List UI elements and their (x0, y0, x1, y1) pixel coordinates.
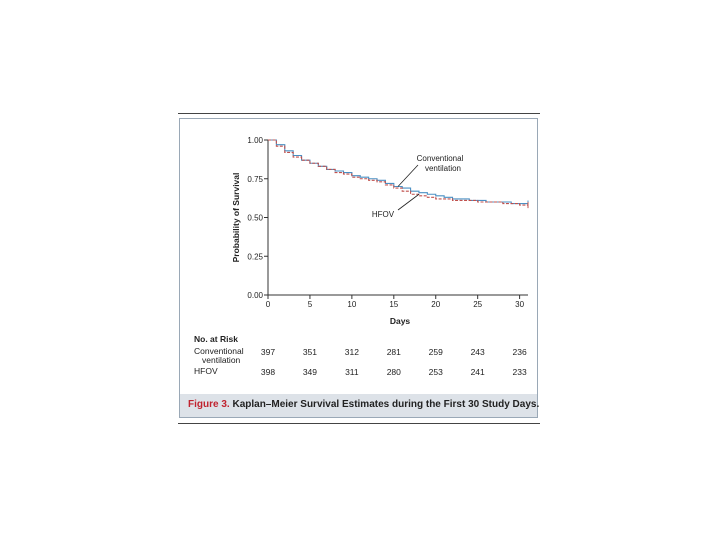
x-tick-label: 25 (473, 300, 483, 309)
x-tick-label: 0 (265, 300, 271, 309)
survival-curve-conventional (268, 140, 528, 204)
risk-row-label (194, 367, 264, 376)
risk-row-label-line2: ventilation (202, 355, 241, 365)
x-tick-label: 30 (515, 300, 525, 309)
risk-row-label-line1: Conventional (194, 346, 244, 356)
x-tick-label: 10 (347, 300, 357, 309)
survival-curve-hfov (268, 140, 528, 205)
figure-number: Figure 3. (188, 399, 230, 410)
risk-value: 281 (386, 347, 401, 357)
y-tick-label: 0.25 (247, 252, 263, 262)
x-tick-label: 20 (431, 300, 441, 309)
risk-value: 233 (512, 367, 527, 377)
y-tick-label: 0.50 (247, 213, 263, 223)
annotation-hfov-pointer (398, 194, 419, 210)
bottom-rule (178, 423, 540, 424)
risk-value: 241 (470, 367, 485, 377)
caption-text: Kaplan–Meier Survival Estimates during the First 30 Study Days. (229, 399, 540, 410)
x-tick-label: 5 (307, 300, 313, 309)
y-tick-label: 0.75 (247, 174, 263, 184)
risk-row-hfov (194, 367, 534, 389)
risk-row-conventional (194, 347, 534, 369)
annotation-conventional-line2: ventilation (424, 164, 462, 173)
y-tick-label: 0.00 (247, 291, 263, 300)
risk-table-title: No. at Risk (194, 334, 238, 344)
caption-bar (180, 394, 540, 417)
risk-value: 397 (260, 347, 276, 357)
annotation-conventional-pointer (398, 165, 418, 187)
y-tick-label: 1.00 (247, 136, 263, 145)
risk-value: 236 (512, 347, 527, 357)
y-axis-label: Probability of Survival (231, 172, 241, 263)
x-tick-label: 15 (389, 300, 399, 309)
risk-value: 280 (386, 367, 401, 377)
risk-row-label (194, 347, 264, 365)
figure-caption (188, 399, 539, 410)
annotation-hfov: HFOV (371, 210, 395, 219)
figure (178, 113, 540, 425)
x-axis-label: Days (389, 316, 411, 326)
risk-value: 312 (344, 347, 359, 357)
risk-value: 243 (470, 347, 485, 357)
risk-value: 349 (302, 367, 318, 377)
risk-row-label-line1: HFOV (194, 366, 218, 376)
risk-value: 351 (302, 347, 318, 357)
risk-value: 259 (428, 347, 443, 357)
annotation-conventional-line1: Conventional (416, 154, 464, 163)
risk-value: 253 (428, 367, 443, 377)
risk-value: 398 (260, 367, 276, 377)
risk-value: 311 (345, 367, 359, 377)
